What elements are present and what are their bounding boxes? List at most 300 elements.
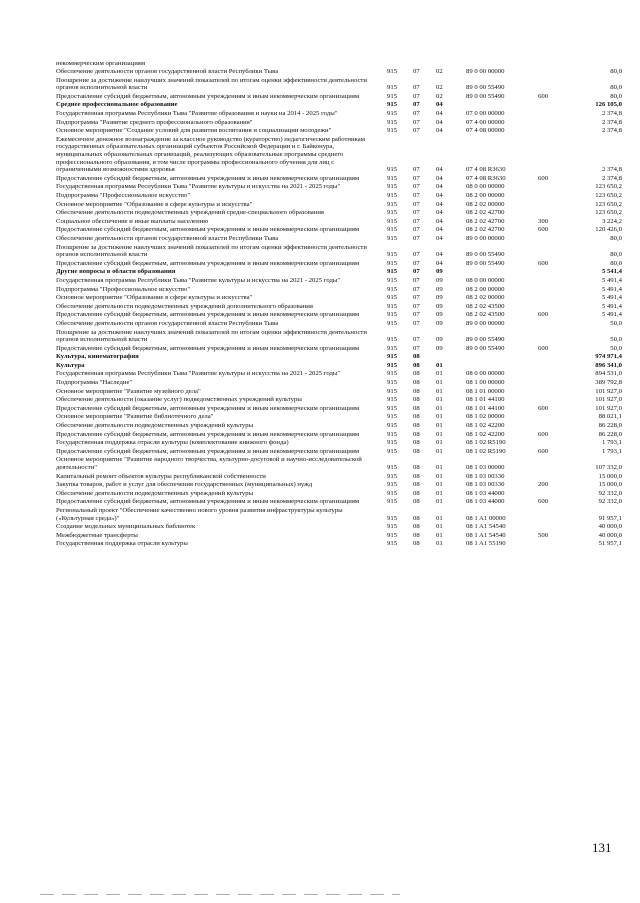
row-section-code: 07 [413, 166, 420, 174]
row-target-article: 08 2 00 00000 [466, 192, 505, 199]
table-row [0, 200, 640, 209]
row-name: Предоставление субсидий бюджетным, автономным учреждениям и иным некоммерческим организациям [56, 92, 360, 100]
row-subsection-code: 04 [436, 127, 443, 135]
table-row [0, 396, 640, 405]
row-name: Предоставление субсидий бюджетным, автономным учреждениям и иным некоммерческим организациям [56, 430, 360, 438]
row-ministry-code: 915 [387, 353, 398, 361]
row-section-code: 07 [413, 311, 420, 319]
row-amount: 5 541,4 [601, 268, 622, 276]
row-name: Поощрение за достижение наилучших значений показателей по итогам оценки эффективности деятельности органов исполнительной власти [56, 76, 367, 92]
row-subsection-code: 02 [436, 92, 443, 100]
row-name: Государственная программа Республики Тыва "Развитие культуры и искусства на 2021 - 2025 годы" [56, 183, 341, 191]
row-name: Основное мероприятие "Образование в сфере культуры и искусства" [56, 294, 253, 302]
row-amount: 92 332,0 [598, 489, 622, 497]
row-ministry-code: 915 [387, 217, 398, 225]
row-amount: 92 332,0 [598, 498, 622, 506]
row-expense-type: 600 [538, 344, 549, 352]
row-subsection-code: 04 [436, 217, 443, 225]
row-section-code: 07 [413, 294, 420, 302]
row-ministry-code: 915 [387, 336, 398, 344]
table-row [0, 243, 640, 259]
row-ministry-code: 915 [387, 447, 398, 455]
row-section-code: 08 [413, 464, 420, 471]
row-ministry-code: 915 [387, 68, 398, 76]
row-ministry-code: 915 [387, 234, 398, 242]
row-subsection-code: 04 [436, 234, 443, 242]
row-ministry-code: 915 [387, 226, 398, 234]
row-target-article: 08 0 00 00000 [466, 183, 505, 191]
row-target-article: 08 2 02 42700 [466, 217, 505, 225]
table-row [0, 276, 640, 285]
row-amount: 123 650,2 [595, 183, 622, 191]
row-section-code: 07 [413, 259, 420, 267]
row-expense-type: 500 [538, 531, 549, 539]
row-subsection-code: 01 [436, 489, 443, 497]
row-amount: 2 374,8 [601, 118, 622, 126]
row-ministry-code: 915 [387, 127, 398, 135]
row-subsection-code: 01 [436, 361, 443, 369]
row-subsection-code: 09 [436, 336, 443, 344]
row-section-code: 08 [413, 540, 420, 548]
row-ministry-code: 915 [387, 294, 398, 302]
table-row [0, 344, 640, 353]
row-amount: 2 374,8 [601, 110, 622, 118]
table-row [0, 226, 640, 235]
row-name: Предоставление субсидий бюджетным, автономным учреждениям и иным некоммерческим организациям [56, 498, 360, 506]
row-subsection-code: 04 [436, 183, 443, 191]
row-amount: 2 374,8 [601, 174, 622, 182]
row-section-code: 08 [413, 514, 420, 522]
table-row [0, 59, 640, 68]
row-name: Предоставление субсидий бюджетным, автономным учреждениям и иным некоммерческим организациям [56, 311, 360, 319]
row-ministry-code: 915 [387, 118, 398, 126]
row-ministry-code: 915 [387, 192, 398, 199]
row-target-article: 08 2 02 00000 [466, 294, 505, 302]
row-amount: 80,0 [610, 234, 622, 242]
row-target-article: 89 0 00 55490 [466, 344, 505, 352]
row-section-code: 07 [413, 234, 420, 242]
row-ministry-code: 915 [387, 413, 398, 421]
row-subsection-code: 04 [436, 226, 443, 234]
row-target-article: 89 0 00 00000 [466, 319, 505, 327]
row-subsection-code: 04 [436, 259, 443, 267]
row-ministry-code: 915 [387, 268, 398, 276]
row-amount: 50,0 [610, 344, 622, 352]
row-amount: 5 491,4 [601, 311, 622, 319]
row-expense-type: 600 [538, 311, 549, 319]
row-subsection-code: 01 [436, 387, 443, 395]
row-ministry-code: 915 [387, 344, 398, 352]
row-target-article: 08 1 03 00330 [466, 481, 505, 489]
table-row [0, 447, 640, 456]
row-target-article: 08 2 02 42700 [466, 209, 505, 217]
row-subsection-code: 09 [436, 276, 443, 284]
row-section-code: 07 [413, 336, 420, 344]
table-row [0, 174, 640, 183]
row-ministry-code: 915 [387, 489, 398, 497]
row-section-code: 07 [413, 183, 420, 191]
row-amount: 123 650,2 [595, 200, 622, 208]
row-subsection-code: 01 [436, 439, 443, 447]
row-section-code: 07 [413, 276, 420, 284]
row-section-code: 08 [413, 472, 420, 480]
row-amount: 5 491,4 [601, 302, 622, 310]
row-section-code: 07 [413, 92, 420, 100]
row-section-code: 08 [413, 422, 420, 430]
row-target-article: 08 2 02 42700 [466, 226, 505, 234]
row-amount: 80,0 [610, 92, 622, 100]
row-subsection-code: 01 [436, 370, 443, 378]
table-row [0, 302, 640, 311]
row-name: Создание модельных муниципальных библиотек [56, 523, 196, 531]
row-section-code: 07 [413, 217, 420, 225]
row-amount: 120 426,0 [595, 226, 622, 234]
row-amount: 86 228,0 [598, 430, 622, 438]
row-ministry-code: 915 [387, 101, 398, 109]
row-ministry-code: 915 [387, 276, 398, 284]
budget-table [0, 59, 640, 548]
row-name: Закупка товаров, работ и услуг для обеспечения государственных (муниципальных) нужд [56, 481, 313, 489]
row-expense-type: 600 [538, 447, 549, 455]
row-name: Ежемесячное денежное вознаграждение за классное руководство (кураторство) педагогическим работникам государственных образовательных организаций субъектов Российской Федерации и г. Байконура, муниципальных образовательных организаций, реализующих образовательные программы среднего профессионального образования, в том числе программы профессионального обучения для лиц с ограниченными возможностями здоровья [56, 135, 365, 174]
row-target-article: 08 2 02 43500 [466, 311, 505, 319]
row-expense-type: 600 [538, 259, 549, 267]
row-subsection-code: 01 [436, 413, 443, 421]
table-row [0, 183, 640, 192]
row-section-code: 07 [413, 251, 420, 259]
table-row [0, 76, 640, 92]
page-number: 131 [592, 840, 612, 855]
row-section-code: 08 [413, 413, 420, 421]
row-name: Капитальный ремонт объектов культуры республиканской собственности [56, 472, 266, 480]
row-subsection-code: 09 [436, 285, 443, 293]
row-amount: 40 000,0 [598, 523, 622, 531]
row-ministry-code: 915 [387, 361, 398, 369]
table-row [0, 523, 640, 532]
row-name: Поощрение за достижение наилучших значений показателей по итогам оценки эффективности деятельности органов исполнительной власти [56, 328, 367, 344]
row-name: Поощрение за достижение наилучших значений показателей по итогам оценки эффективности деятельности органов исполнительной власти [56, 243, 367, 259]
row-target-article: 08 1 02 42200 [466, 422, 505, 430]
row-name: Обеспечение деятельности подведомственных учреждений средне-специального образования [56, 209, 325, 217]
row-target-article: 07 4 08 R3630 [466, 166, 506, 174]
row-amount: 5 491,4 [601, 294, 622, 302]
row-subsection-code: 04 [436, 200, 443, 208]
table-row [0, 379, 640, 388]
row-subsection-code: 01 [436, 523, 443, 531]
row-name: Среднее профессиональное образование [56, 101, 178, 109]
row-section-code: 07 [413, 84, 420, 92]
row-amount: 123 650,2 [595, 192, 622, 199]
row-name: Основное мероприятие "Развитие народного творчества, культурно-досуговой и научно-исследовательской деятельности" [56, 456, 362, 471]
row-section-code: 07 [413, 174, 420, 182]
row-expense-type: 300 [538, 217, 549, 225]
row-subsection-code: 09 [436, 344, 443, 352]
row-amount: 974 971,4 [595, 353, 622, 361]
row-name: Культура [56, 361, 85, 369]
row-expense-type: 600 [538, 430, 549, 438]
row-amount: 86 228,0 [598, 422, 622, 430]
row-section-code: 07 [413, 192, 420, 199]
row-amount: 5 491,4 [601, 285, 622, 293]
row-name: Предоставление субсидий бюджетным, автономным учреждениям и иным некоммерческим организациям [56, 447, 360, 455]
row-ministry-code: 915 [387, 319, 398, 327]
row-target-article: 07 4 08 R3630 [466, 174, 506, 182]
row-amount: 40 000,0 [598, 531, 622, 539]
row-amount: 51 957,1 [598, 540, 622, 548]
row-target-article: 08 1 01 00000 [466, 387, 505, 395]
row-target-article: 08 1 02 R5190 [466, 447, 506, 455]
row-section-code: 07 [413, 209, 420, 217]
table-row [0, 353, 640, 362]
row-subsection-code: 01 [436, 379, 443, 387]
row-subsection-code: 01 [436, 404, 443, 412]
row-target-article: 08 2 00 00000 [466, 285, 505, 293]
row-target-article: 08 1 03 00330 [466, 472, 505, 480]
row-section-code: 07 [413, 302, 420, 310]
table-row [0, 531, 640, 540]
row-name: Предоставление субсидий бюджетным, автономным учреждениям и иным некоммерческим организациям [56, 404, 360, 412]
row-ministry-code: 915 [387, 84, 398, 92]
table-row [0, 413, 640, 422]
row-ministry-code: 915 [387, 302, 398, 310]
row-amount: 88 021,1 [598, 413, 622, 421]
table-row [0, 456, 640, 472]
row-ministry-code: 915 [387, 464, 398, 471]
row-subsection-code: 04 [436, 251, 443, 259]
table-row [0, 387, 640, 396]
row-subsection-code: 04 [436, 166, 443, 174]
row-name: Предоставление субсидий бюджетным, автономным учреждениям и иным некоммерческим организациям [56, 344, 360, 352]
row-subsection-code: 02 [436, 84, 443, 92]
table-row [0, 268, 640, 277]
row-target-article: 07 4 00 00000 [466, 118, 505, 126]
row-subsection-code: 09 [436, 268, 443, 276]
row-target-article: 08 1 A1 54540 [466, 523, 506, 531]
row-section-code: 07 [413, 110, 420, 118]
row-ministry-code: 915 [387, 285, 398, 293]
row-section-code: 07 [413, 68, 420, 76]
row-name: Основное мероприятие "Образование в сфере культуры и искусства" [56, 200, 253, 208]
row-section-code: 08 [413, 387, 420, 395]
row-section-code: 07 [413, 268, 420, 276]
row-subsection-code: 09 [436, 319, 443, 327]
row-section-code: 08 [413, 370, 420, 378]
row-target-article: 07 0 00 00000 [466, 110, 505, 118]
row-target-article: 07 4 08 00000 [466, 127, 505, 135]
row-target-article: 08 1 02 00000 [466, 413, 505, 421]
table-row [0, 370, 640, 379]
row-target-article: 08 1 02 42200 [466, 430, 505, 438]
row-amount: 91 957,1 [598, 514, 622, 522]
table-row [0, 430, 640, 439]
row-target-article: 08 1 03 44000 [466, 489, 505, 497]
table-row [0, 110, 640, 119]
row-name: Обеспечение деятельности органов государственной власти Республики Тыва [56, 319, 279, 327]
row-target-article: 08 1 A1 55190 [466, 540, 506, 548]
row-ministry-code: 915 [387, 209, 398, 217]
table-row [0, 92, 640, 101]
row-section-code: 07 [413, 319, 420, 327]
table-row [0, 439, 640, 448]
table-row [0, 127, 640, 136]
table-row [0, 135, 640, 174]
row-section-code: 08 [413, 498, 420, 506]
row-target-article: 89 0 00 55490 [466, 84, 505, 92]
row-name: Предоставление субсидий бюджетным, автономным учреждениям и иным некоммерческим организациям [56, 226, 360, 234]
row-name: Культура, кинематография [56, 353, 139, 361]
row-amount: 101 927,0 [595, 387, 622, 395]
table-row [0, 217, 640, 226]
row-ministry-code: 915 [387, 422, 398, 430]
row-ministry-code: 915 [387, 166, 398, 174]
row-target-article: 89 0 00 55490 [466, 259, 505, 267]
row-target-article: 08 0 00 00000 [466, 276, 505, 284]
row-section-code: 07 [413, 344, 420, 352]
row-amount: 107 332,0 [595, 464, 622, 471]
row-name: Обеспечение деятельности подведомственных учреждений культуры [56, 422, 254, 430]
table-row [0, 472, 640, 481]
row-ministry-code: 915 [387, 514, 398, 522]
row-section-code: 07 [413, 285, 420, 293]
row-section-code: 08 [413, 396, 420, 404]
row-section-code: 08 [413, 523, 420, 531]
row-subsection-code: 01 [436, 396, 443, 404]
table-row [0, 489, 640, 498]
row-amount: 1 793,1 [601, 447, 622, 455]
row-subsection-code: 01 [436, 430, 443, 438]
scan-artifact-line [40, 894, 400, 895]
row-expense-type: 600 [538, 226, 549, 234]
row-expense-type: 600 [538, 174, 549, 182]
row-subsection-code: 01 [436, 481, 443, 489]
row-subsection-code: 01 [436, 447, 443, 455]
row-amount: 3 224,2 [601, 217, 622, 225]
row-name: Государственная программа Республики Тыва "Развитие образования и науки на 2014 - 2025 годы" [56, 110, 338, 118]
row-target-article: 08 1 03 00000 [466, 464, 505, 471]
row-subsection-code: 04 [436, 174, 443, 182]
table-row [0, 68, 640, 77]
row-name: Обеспечение деятельности подведомственных учреждений культуры [56, 489, 254, 497]
row-subsection-code: 01 [436, 464, 443, 471]
row-target-article: 08 1 A1 54540 [466, 531, 506, 539]
row-name: Предоставление субсидий бюджетным, автономным учреждениям и иным некоммерческим организациям [56, 174, 360, 182]
row-name: Подпрограмма "Профессиональное искусство" [56, 285, 191, 293]
table-row [0, 294, 640, 303]
row-ministry-code: 915 [387, 183, 398, 191]
table-row [0, 311, 640, 320]
row-section-code: 08 [413, 353, 420, 361]
table-row [0, 328, 640, 344]
row-name: Обеспечение деятельности органов государственной власти Республики Тыва [56, 68, 279, 76]
row-ministry-code: 915 [387, 481, 398, 489]
row-section-code: 08 [413, 439, 420, 447]
row-target-article: 08 0 00 00000 [466, 370, 505, 378]
row-ministry-code: 915 [387, 387, 398, 395]
row-expense-type: 600 [538, 404, 549, 412]
row-ministry-code: 915 [387, 379, 398, 387]
row-target-article: 08 2 02 43500 [466, 302, 505, 310]
row-ministry-code: 915 [387, 259, 398, 267]
row-target-article: 08 1 02 R5190 [466, 439, 506, 447]
row-target-article: 08 1 03 44000 [466, 498, 505, 506]
row-subsection-code: 09 [436, 294, 443, 302]
row-target-article: 89 0 00 00000 [466, 234, 505, 242]
row-target-article: 08 2 02 00000 [466, 200, 505, 208]
row-amount: 896 341,0 [595, 361, 622, 369]
table-row [0, 101, 640, 110]
row-subsection-code: 09 [436, 302, 443, 310]
row-name: Подпрограмма "Развитие среднего профессионального образования" [56, 118, 253, 126]
table-row [0, 192, 640, 201]
row-name: некоммерческим организациям [56, 59, 146, 67]
table-row [0, 319, 640, 328]
row-ministry-code: 915 [387, 531, 398, 539]
row-target-article: 89 0 00 55490 [466, 92, 505, 100]
row-amount: 126 105,0 [595, 101, 622, 109]
row-subsection-code: 01 [436, 514, 443, 522]
table-row [0, 361, 640, 370]
row-amount: 389 792,8 [595, 379, 622, 387]
row-section-code: 07 [413, 226, 420, 234]
row-name: Государственная поддержка отрасли культуры (комплектование книжного фонда) [56, 439, 289, 447]
table-row [0, 118, 640, 127]
row-section-code: 08 [413, 481, 420, 489]
row-name: Региональный проект "Обеспечение качественно нового уровня развития инфраструктуры культуры («Культурная среда»)" [56, 506, 343, 522]
row-amount: 80,0 [610, 68, 622, 76]
row-subsection-code: 01 [436, 531, 443, 539]
row-amount: 50,0 [610, 336, 622, 344]
row-subsection-code: 02 [436, 68, 443, 76]
row-subsection-code: 01 [436, 472, 443, 480]
row-amount: 80,0 [610, 251, 622, 259]
row-section-code: 08 [413, 489, 420, 497]
row-section-code: 08 [413, 531, 420, 539]
row-section-code: 08 [413, 447, 420, 455]
table-row [0, 481, 640, 490]
row-section-code: 07 [413, 127, 420, 135]
row-target-article: 89 0 00 55490 [466, 336, 505, 344]
row-name: Подпрограмма "Профессиональное искусство" [56, 192, 191, 199]
row-expense-type: 600 [538, 498, 549, 506]
row-ministry-code: 915 [387, 251, 398, 259]
row-ministry-code: 915 [387, 540, 398, 548]
row-name: Обеспечение деятельности подведомственных учреждений дополнительного образования [56, 302, 313, 310]
row-name: Межбюджетные трансферты [56, 531, 138, 539]
table-row [0, 259, 640, 268]
row-amount: 15 000,0 [598, 481, 622, 489]
row-ministry-code: 915 [387, 174, 398, 182]
row-section-code: 08 [413, 404, 420, 412]
row-amount: 1 793,1 [601, 439, 622, 447]
row-ministry-code: 915 [387, 404, 398, 412]
row-ministry-code: 915 [387, 430, 398, 438]
row-name: Социальное обеспечение и иные выплаты населению [56, 217, 209, 225]
row-subsection-code: 04 [436, 209, 443, 217]
row-name: Предоставление субсидий бюджетным, автономным учреждениям и иным некоммерческим организациям [56, 259, 360, 267]
row-amount: 2 374,8 [601, 166, 622, 174]
row-section-code: 08 [413, 430, 420, 438]
row-target-article: 08 1 01 44100 [466, 396, 505, 404]
row-target-article: 89 0 00 00000 [466, 68, 505, 76]
row-amount: 123 650,2 [595, 209, 622, 217]
row-target-article: 08 1 00 00000 [466, 379, 505, 387]
row-name: Государственная программа Республики Тыва "Развитие культуры и искусства на 2021 - 2025 годы" [56, 276, 341, 284]
row-ministry-code: 915 [387, 92, 398, 100]
row-subsection-code: 01 [436, 540, 443, 548]
row-ministry-code: 915 [387, 523, 398, 531]
row-amount: 80,0 [610, 84, 622, 92]
row-target-article: 89 0 00 55490 [466, 251, 505, 259]
